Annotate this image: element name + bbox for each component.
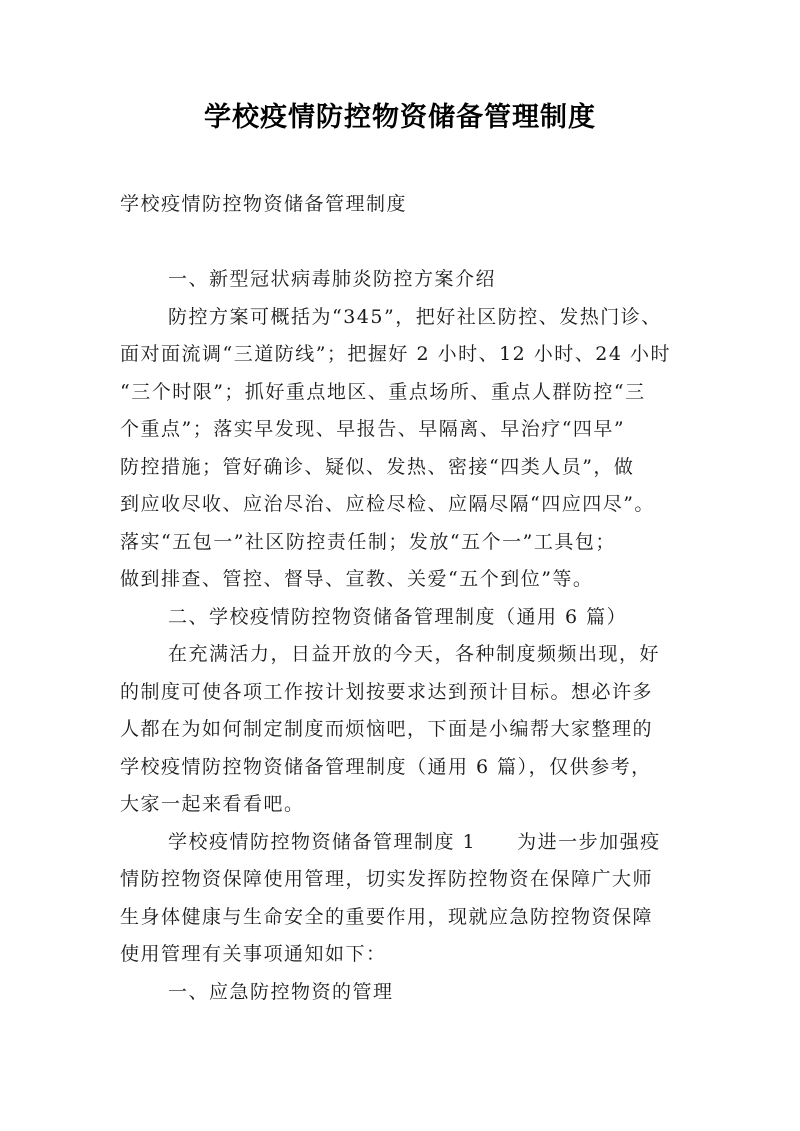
paragraph-line: 防控方案可概括为“345”，把好社区防控、发热门诊、 (168, 306, 662, 328)
paragraph-line: 个重点”；落实早发现、早报告、早隔离、早治疗“四早” (120, 418, 626, 440)
paragraph-line: 做到排查、管控、督导、宣教、关爱“五个到位”等。 (120, 568, 594, 590)
paragraph-line: 防控措施；管好确诊、疑似、发热、密接“四类人员”，做 (120, 456, 635, 478)
document-title: 学校疫情防控物资储备管理制度 (204, 102, 596, 133)
paragraph-line: 学校疫情防控物资储备管理制度 1 为进一步加强疫 (168, 831, 661, 853)
paragraph-line: 情防控物资保障使用管理，切实发挥防控物资在保障广大师 (120, 868, 654, 890)
subtitle-line: 学校疫情防控物资储备管理制度 (120, 193, 408, 215)
paragraph-line: 大家一起来看看吧。 (120, 793, 305, 815)
paragraph-line: 到应收尽收、应治尽治、应检尽检、应隔尽隔“四应四尽”。 (120, 493, 655, 515)
section-heading: 一、新型冠状病毒肺炎防控方案介绍 (168, 268, 497, 290)
paragraph-line: 使用管理有关事项通知如下： (120, 943, 387, 965)
paragraph-line: 学校疫情防控物资储备管理制度（通用 6 篇），仅供参考， (120, 756, 652, 778)
paragraph-line: 生身体健康与生命安全的重要作用，现就应急防控物资保障 (120, 906, 654, 928)
paragraph-line: 的制度可使各项工作按计划按要求达到预计目标。想必许多 (120, 681, 654, 703)
paragraph-line: 落实“五包一”社区防控责任制；发放“五个一”工具包； (120, 531, 616, 553)
section-heading: 一、应急防控物资的管理 (168, 981, 394, 1003)
paragraph-line: 在充满活力，日益开放的今天，各种制度频频出现，好 (168, 643, 661, 665)
paragraph-line: 面对面流调“三道防线”；把握好 2 小时、12 小时、24 小时 (120, 343, 672, 365)
section-heading: 二、学校疫情防控物资储备管理制度（通用 6 篇） (168, 606, 628, 628)
paragraph-line: “三个时限”；抓好重点地区、重点场所、重点人群防控“三 (120, 381, 646, 403)
paragraph-line: 人都在为如何制定制度而烦恼吧，下面是小编帮大家整理的 (120, 718, 654, 740)
